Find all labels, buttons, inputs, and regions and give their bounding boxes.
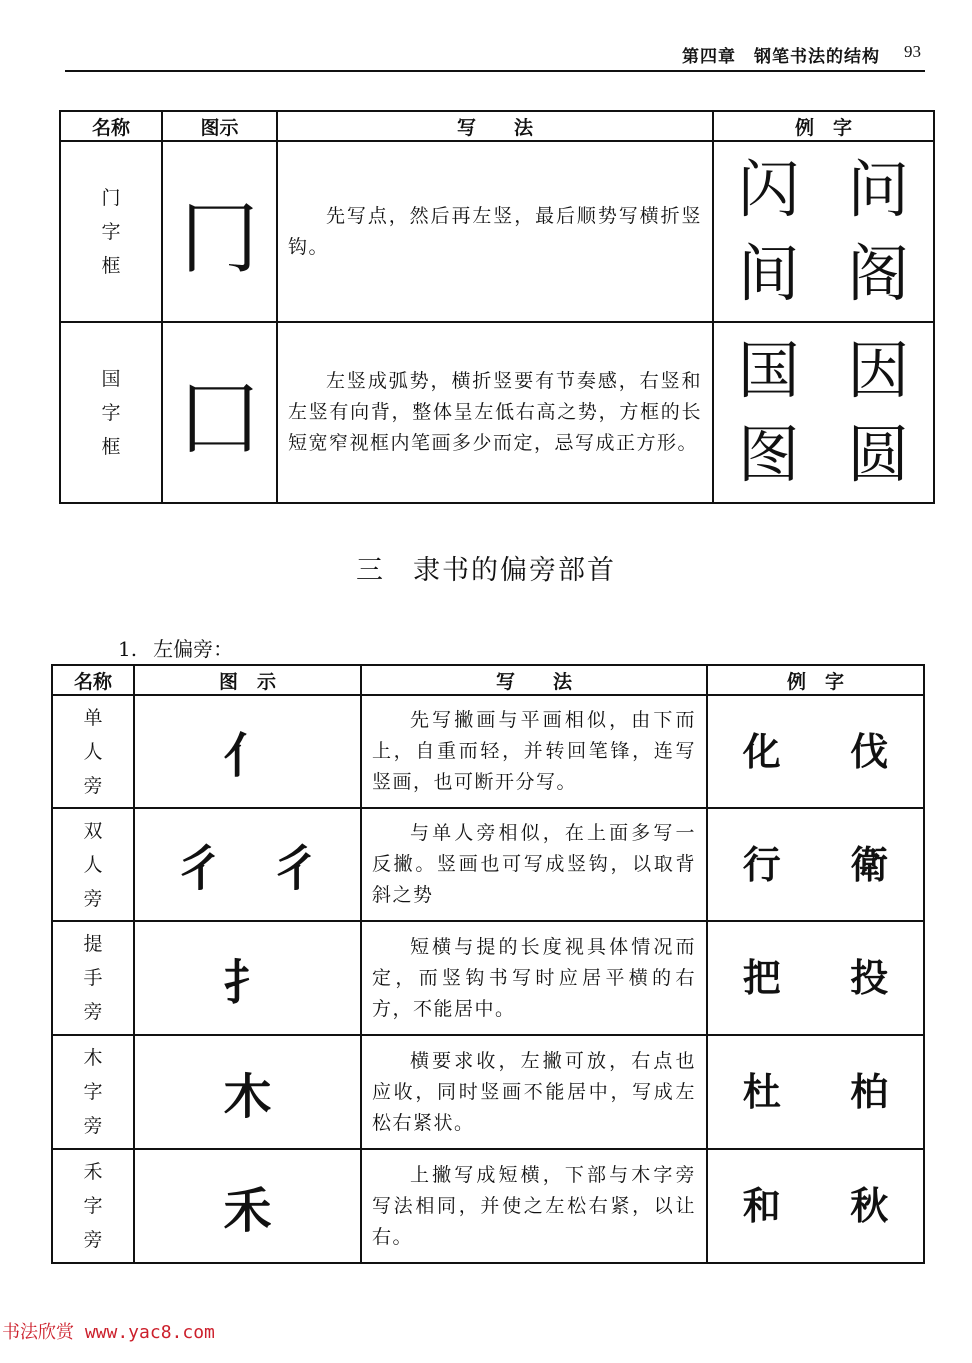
example-char: 阁: [847, 236, 910, 310]
left-radical-table: [51, 664, 925, 1264]
radical-name: 门 字 框: [60, 141, 162, 322]
radical-name: 木 字 旁: [52, 1035, 134, 1149]
example-characters: [707, 1149, 924, 1263]
radical-figure: [134, 695, 361, 808]
header-figure: 图示: [162, 111, 277, 141]
example-characters: [713, 322, 934, 503]
radical-figure: [134, 1149, 361, 1263]
header-method: 写 法: [277, 111, 713, 141]
subsection-title: 左偏旁：: [153, 637, 234, 661]
section-heading: [0, 548, 972, 587]
example-characters: [713, 141, 934, 322]
example-char: 伐: [850, 728, 889, 774]
radical-glyph: 扌: [223, 954, 272, 1011]
header-examples: 例 字: [713, 111, 934, 141]
example-char: 化: [742, 728, 781, 774]
subsection-number: 1.: [118, 637, 138, 661]
example-char: 行: [742, 841, 781, 887]
header-name: 名称: [60, 111, 162, 141]
watermark: 书法欣赏 www.yac8.com: [2, 1322, 215, 1343]
table-row: [52, 1149, 924, 1263]
radical-name: 双 人 旁: [52, 808, 134, 921]
radical-name: 提 手 旁: [52, 921, 134, 1035]
radical-figure: [134, 808, 361, 921]
writing-method: 与单人旁相似，在上面多写一反撇。竖画也可写成竖钩，以取背斜之势: [361, 808, 707, 921]
example-char: 衛: [850, 841, 889, 887]
radical-figure: [134, 1035, 361, 1149]
table-row: [52, 1035, 924, 1149]
table-row: [52, 808, 924, 921]
radical-glyph: 彳: [175, 841, 224, 897]
radical-glyph: 禾: [223, 1182, 272, 1239]
writing-method: 横要求收，左撇可放，右点也应收，同时竖画不能居中，写成左松右紧状。: [361, 1035, 707, 1149]
radical-figure: [162, 322, 277, 503]
radical-glyph: 囗: [180, 374, 259, 465]
writing-method: 先写撇画与平画相似，由下而上，自重而轻，并转回笔锋，连写竖画，也可断开分写。: [361, 695, 707, 808]
example-char: 闪: [737, 152, 800, 226]
subsection-heading: [118, 633, 233, 662]
radical-figure: [134, 921, 361, 1035]
table-header-row: [52, 665, 924, 695]
writing-method: 上撇写成短横，下部与木字旁写法相同，并使之左松右紧，以让右。: [361, 1149, 707, 1263]
running-head: [65, 38, 925, 72]
example-char: 杜: [742, 1069, 781, 1114]
table-row: [52, 921, 924, 1035]
radical-name: 单 人 旁: [52, 695, 134, 808]
example-characters: [707, 808, 924, 921]
radical-figure: [162, 141, 277, 322]
table-header-row: [60, 111, 934, 141]
radical-glyph: 冂: [180, 193, 259, 284]
example-char: 因: [847, 333, 910, 407]
table-row: [60, 141, 934, 322]
writing-method: 短横与提的长度视具体情况而定，而竖钩书写时应居平横的右方，不能居中。: [361, 921, 707, 1035]
header-figure: 图 示: [134, 665, 361, 695]
header-name: 名称: [52, 665, 134, 695]
radical-glyph: 亻: [223, 728, 272, 784]
example-char: 间: [737, 236, 800, 310]
radical-name: 禾 字 旁: [52, 1149, 134, 1263]
section-title: 隶书的偏旁部首: [413, 555, 616, 586]
example-char: 问: [847, 152, 910, 226]
example-char: 和: [742, 1183, 781, 1228]
table-row: [60, 322, 934, 503]
example-char: 柏: [850, 1069, 889, 1114]
radical-glyph-variant: 彳: [271, 841, 320, 897]
header-examples: 例 字: [707, 665, 924, 695]
radical-glyph: 木: [223, 1068, 272, 1125]
example-char: 圆: [847, 417, 910, 491]
example-char: 秋: [850, 1183, 889, 1228]
example-characters: [707, 695, 924, 808]
chapter-title: 第四章 钢笔书法的结构: [682, 47, 880, 67]
example-char: 国: [737, 333, 800, 407]
section-number: 三: [356, 555, 385, 586]
radical-name: 国 字 框: [60, 322, 162, 503]
example-char: 投: [850, 955, 889, 1000]
table-row: [52, 695, 924, 808]
writing-method: 左竖成弧势，横折竖要有节奏感，右竖和左竖有向背，整体呈左低右高之势，方框的长短宽窄视框内笔画多少而定，忌写成正方形。: [277, 322, 713, 503]
enclosure-table: [59, 110, 935, 504]
header-method: 写 法: [361, 665, 707, 695]
writing-method: 先写点，然后再左竖，最后顺势写横折竖钩。: [277, 141, 713, 322]
example-characters: [707, 921, 924, 1035]
example-char: 把: [742, 955, 781, 1000]
page-number: 93: [904, 42, 921, 61]
example-characters: [707, 1035, 924, 1149]
example-char: 图: [737, 417, 800, 491]
